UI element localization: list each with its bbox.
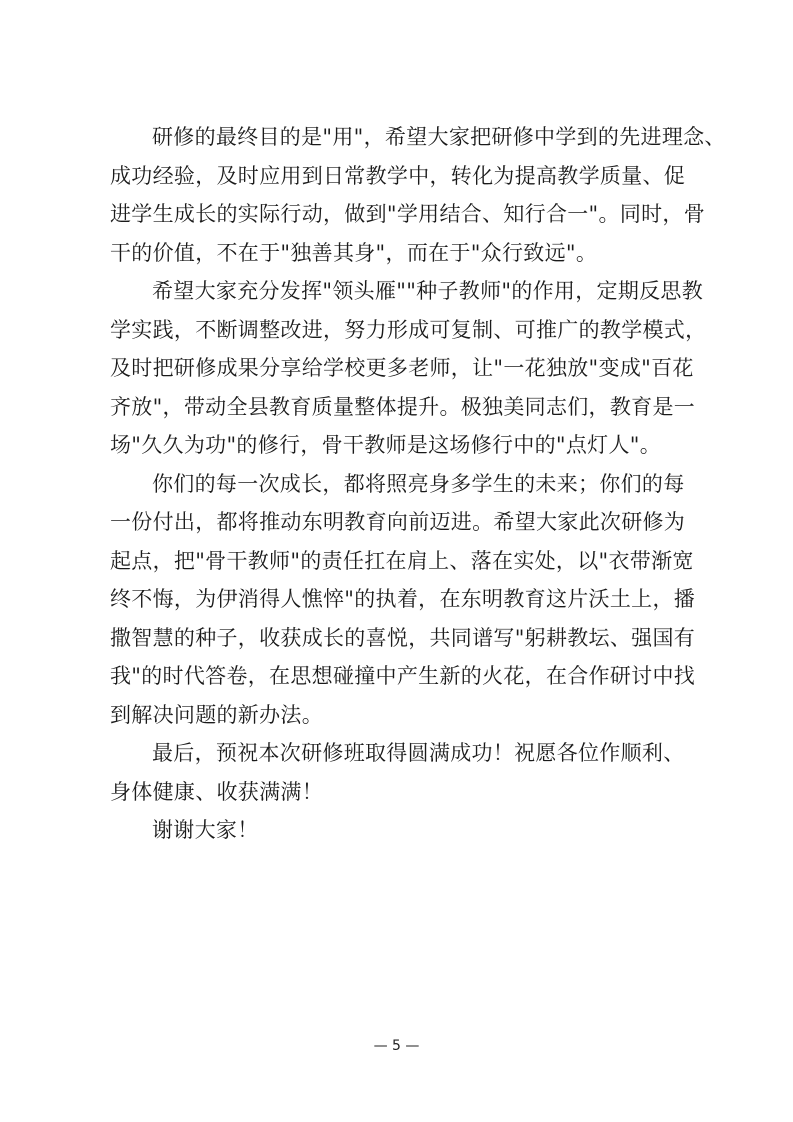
paragraph-line: 希望大家充分发挥"领头雁""种子教师"的作用，定期反思教 [152,279,704,303]
paragraph-3 [110,465,695,735]
paragraph-line: 干的价值，不在于"独善其身"，而在于"众行致远"。 [110,240,598,265]
paragraph-line: 齐放"，带动全县教育质量整体提升。极独美同志们，教育是一 [110,394,696,419]
paragraph-line: 一份付出，都将推动东明教育向前迈进。希望大家此次研修为 [110,510,686,534]
paragraph-line: 谢谢大家！ [152,818,259,842]
paragraph-line: 到解决问题的新办法。 [110,702,323,727]
paragraph-line: 学实践，不断调整改进，努力形成可复制、可推广的教学模式， [110,317,707,342]
paragraph-line: 你们的每一次成长，都将照亮身多学生的未来；你们的每 [152,471,685,496]
paragraph-line: 身体健康、收获满满！ [110,779,323,804]
paragraph-line: 终不悔，为伊消得人憔悴"的执着，在东明教育这片沃土上，播 [110,587,696,611]
body-text [110,118,726,850]
paragraph-line: 成功经验，及时应用到日常教学中，转化为提高教学质量、促 [110,163,686,188]
paragraph-line: 我"的时代答卷，在思想碰撞中产生新的火花，在合作研讨中找 [110,664,696,688]
paragraph-line: 研修的最终目的是"用"，希望大家把研修中学到的先进理念、 [152,125,726,149]
paragraph-line: 撒智慧的种子，收获成长的喜悦，共同谱写"躬耕教坛、强国有 [110,625,696,650]
paragraph-line: 场"久久为功"的修行，骨干教师是这场修行中的"点灯人"。 [110,433,662,457]
paragraph-1 [110,118,726,272]
paragraph-4 [110,734,695,811]
paragraph-line: 起点，把"骨干教师"的责任扛在肩上、落在实处，以"衣带渐宽 [110,548,694,573]
paragraph-line: 及时把研修成果分享给学校更多老师，让"一花独放"变成"百花 [110,356,694,380]
paragraph-line: 进学生成长的实际行动，做到"学用结合、知行合一"。同时，骨 [110,202,706,226]
paragraph-5 [110,811,695,850]
paragraph-2 [110,272,707,465]
paragraph-line: 最后，预祝本次研修班取得圆满成功！祝愿各位作顺利、 [152,741,685,765]
page-number: — 5 — [373,1038,420,1054]
